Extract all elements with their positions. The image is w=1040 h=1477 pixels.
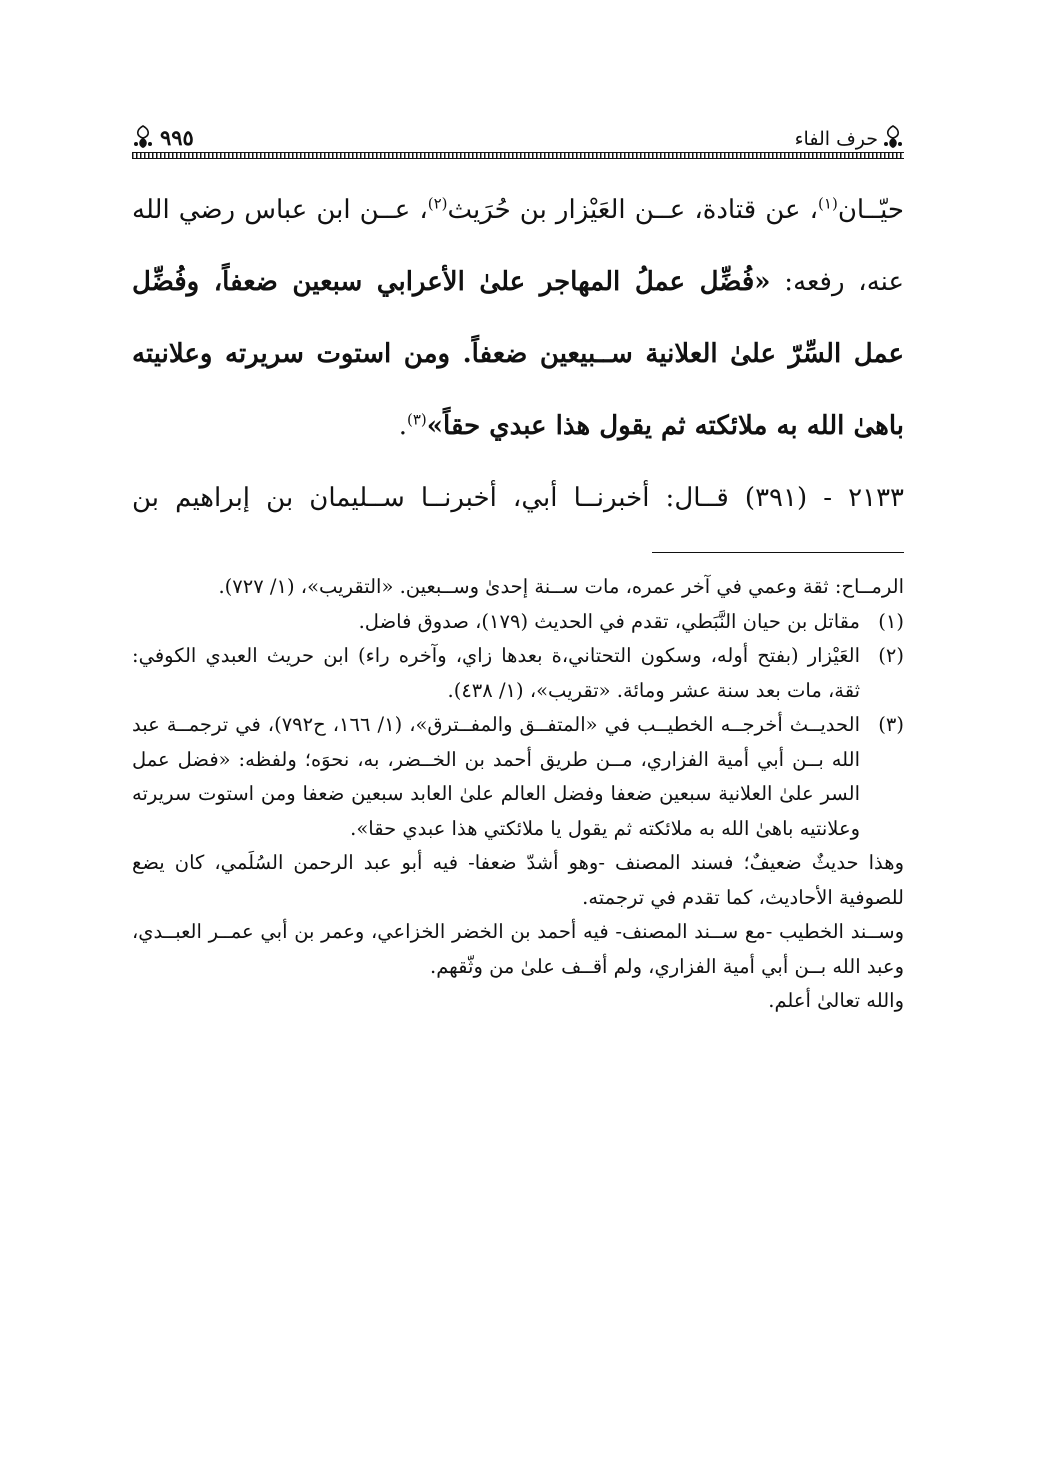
footnote-number: (٣) — [878, 713, 904, 736]
text-segment: . — [398, 411, 407, 441]
text-segment: ، عن قتادة، عــن العَيْزار بن حُرَيث — [447, 195, 819, 225]
chapter-title: حرف الفاء — [794, 128, 878, 150]
text-segment: حيّــان — [837, 195, 904, 225]
hadith-text: «فُضِّل عملُ المهاجر علىٰ الأعرابي سبعين ضعفاً، وفُضِّل عمل السِّرّ علىٰ العلانية ســبيعين ضعفاً. ومن استوت سريرته وعلانيته باهىٰ الله به ملائكته ثم يقول هذا عبدي حقاً» — [132, 267, 904, 441]
main-paragraph — [132, 174, 904, 462]
hadith-header: ٢١٣٣ - (٣٩١) قــال: أخبرنــا أبي، أخبرنــا ســليمان بن إبراهيم بن — [132, 483, 904, 513]
footnote-number: (٢) — [878, 644, 904, 667]
footnote-carryover: الرمــاح: ثقة وعمي في آخر عمره، مات ســنة إحدىٰ وســبعين. «التقريب»، (١/ ٧٢٧). — [218, 575, 904, 598]
footnote-item — [132, 605, 904, 640]
footnote-paragraph: وســند الخطيب -مع ســند المصنف- فيه أحمد بن الخضر الخزاعي، وعمر بن أبي عمــر العبــدي، وعبد الله بــن أبي أمية الفزاري، ولم أقــف علىٰ من وثّقهم. — [132, 920, 904, 978]
footnotes — [132, 570, 904, 1019]
ornament-icon — [882, 124, 904, 150]
footnote-ref: (١) — [818, 194, 838, 213]
footnote-paragraph: وهذا حديثٌ ضعيفٌ؛ فسند المصنف -وهو أشدّ ضعفا- فيه أبو عبد الرحمن السُلَمي، كان يضع للصوفية الأحاديث، كما تقدم في ترجمته. — [132, 851, 904, 909]
footnote-text: الحديــث أخرجــه الخطيــب في «المتفــق والمفــترق»، (١/ ١٦٦، ح٧٩٢)، في ترجمــة عبد الله بــن أبي أمية الفزاري، مــن طريق أحمد بن الخــضر، به، نحوَه؛ ولفظه: «فضل عمل السر علىٰ العلانية سبعين ضعفا وفضل العالم علىٰ العابد سبعين ضعفا ومن استوت سريرته وعلانتيه باهىٰ الله به ملائكته ثم يقول يا ملائكتي هذا عبدي حقا». — [132, 713, 860, 840]
footnote-separator — [652, 552, 904, 553]
page-header — [132, 118, 904, 158]
header-rule — [132, 152, 904, 159]
page-number: ٩٩٥ — [160, 125, 194, 150]
ornament-icon — [132, 124, 154, 150]
footnote-item — [132, 639, 904, 708]
footnote-number: (١) — [878, 609, 904, 633]
footnote-text: العَيْزار (بفتح أوله، وسكون التحتاني،ة بعدها زاي، وآخره راء) ابن حريث العبدي الكوفي: ثقة، مات بعد سنة عشر ومائة. «تقريب»، (١/ ٤٣٨). — [132, 644, 860, 702]
footnote-closing: والله تعالىٰ أعلم. — [768, 989, 904, 1012]
main-text — [132, 174, 904, 462]
footnote-ref: (٢) — [427, 194, 448, 213]
footnote-ref: (٣) — [406, 410, 427, 429]
footnote-text: مقاتل بن حيان النَّبَطي، تقدم في الحديث (١٧٩)، صدوق فاضل. — [358, 609, 860, 633]
footnote-item — [132, 708, 904, 846]
text-segment: ، عــن ابن عباس رضي الله عنه، رفعه: — [132, 195, 904, 297]
